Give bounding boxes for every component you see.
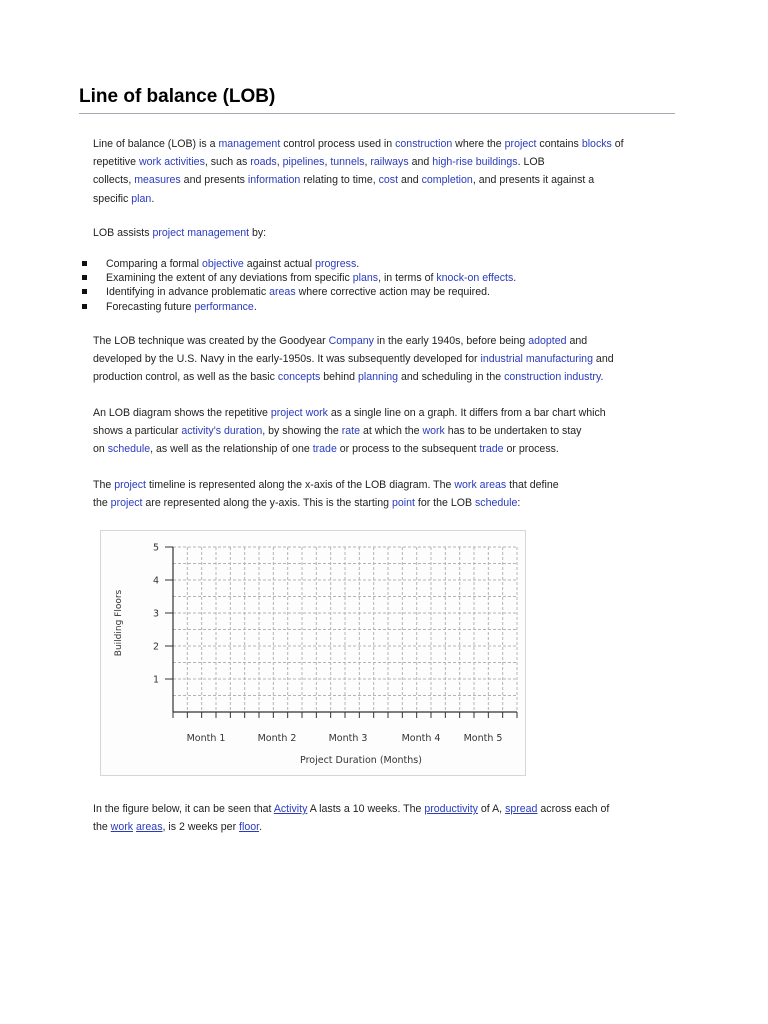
link-plan[interactable]: plan: [131, 192, 152, 205]
link-project-work[interactable]: project work: [270, 407, 328, 419]
link-trade[interactable]: trade: [479, 443, 504, 456]
y-tick-label: 4: [152, 575, 159, 587]
y-axis-label: Building Floors: [114, 589, 124, 657]
link-spread[interactable]: spread: [505, 803, 538, 815]
text-line: the work areas, is 2 weeks per floor.: [93, 821, 263, 834]
assists-paragraph: [93, 224, 683, 242]
y-tick-label: 3: [152, 608, 159, 620]
link-pipelines[interactable]: pipelines: [282, 156, 325, 169]
intro-paragraph: [93, 135, 683, 208]
link-construction-industry[interactable]: construction industry: [504, 371, 601, 384]
x-axis-label: Project Duration (Months): [300, 755, 422, 766]
link-cost[interactable]: cost: [378, 174, 399, 187]
link-project-management[interactable]: project management: [152, 227, 250, 239]
link-work-areas[interactable]: work areas: [454, 479, 507, 491]
chart-axes: [165, 547, 517, 718]
text-line: shows a particular activity's duration, by showing the rate at which the work has to be undertaken to stay: [93, 425, 582, 438]
y-tick-label: 2: [152, 641, 159, 653]
link-work[interactable]: work: [422, 425, 445, 438]
link-industrial-manufacturing[interactable]: industrial manufacturing: [480, 353, 593, 366]
link-roads[interactable]: roads: [250, 156, 277, 169]
text-line: developed by the U.S. Navy in the early-1950s. It was subsequently developed for industrial manufacturing and: [93, 353, 614, 366]
diagram-paragraph: [93, 404, 683, 459]
x-tick-labels: [187, 733, 503, 744]
bullet-icon: [82, 261, 87, 266]
x-tick-label: Month 4: [401, 733, 441, 744]
link-floor[interactable]: floor: [239, 821, 260, 834]
bullet-icon: [82, 275, 87, 280]
link-company[interactable]: Company: [328, 335, 374, 347]
text-line: The LOB technique was created by the Goodyear Company in the early 1940s, before being adopted and: [93, 335, 588, 347]
text-line: LOB assists project management by:: [93, 227, 267, 239]
link-schedule[interactable]: schedule: [475, 497, 518, 510]
bullet-icon: [82, 289, 87, 294]
link-work-activities[interactable]: work activities: [138, 156, 205, 169]
list-item: Identifying in advance problematic areas where corrective action may be required.: [80, 285, 516, 299]
text-line: specific plan.: [93, 192, 155, 205]
link-high-rise-buildings[interactable]: high-rise buildings: [432, 156, 518, 169]
link-areas[interactable]: areas: [136, 821, 163, 834]
link-activity[interactable]: Activity: [273, 803, 308, 815]
text-line: production control, as well as the basic concepts behind planning and scheduling in the construction industry.: [93, 371, 604, 384]
text-line: the project are represented along the y-axis. This is the starting point for the LOB schedule:: [93, 497, 521, 510]
y-tick-label: 5: [152, 542, 159, 554]
link-objective[interactable]: objective: [201, 258, 244, 270]
bullet-icon: [82, 304, 87, 309]
link-areas[interactable]: areas: [269, 286, 296, 299]
text-line: An LOB diagram shows the repetitive project work as a single line on a graph. It differs from a bar chart which: [93, 407, 606, 419]
x-tick-label: Month 3: [328, 733, 368, 744]
chart-grid: [173, 547, 517, 712]
assists-bullet-list: [80, 257, 516, 314]
text-line: on schedule, as well as the relationship of one trade or process to the subsequent trade or process.: [93, 443, 559, 456]
link-productivity[interactable]: productivity: [424, 803, 478, 815]
text-line: The project timeline is represented along the x-axis of the LOB diagram. The work areas that define: [93, 479, 559, 491]
link-performance[interactable]: performance: [194, 300, 254, 313]
link-information[interactable]: information: [247, 174, 301, 187]
x-tick-label: Month 2: [257, 733, 297, 744]
list-item: Examining the extent of any deviations from specific plans, in terms of knock-on effects.: [80, 271, 516, 285]
lob-chart: [101, 531, 525, 775]
link-concepts[interactable]: concepts: [277, 371, 321, 384]
link-progress[interactable]: progress: [315, 258, 357, 270]
link-construction[interactable]: construction: [395, 138, 453, 150]
text-line: collects, measures and presents information relating to time, cost and completion, and presents it against a: [93, 174, 595, 187]
link-work[interactable]: work: [110, 821, 134, 834]
link-blocks[interactable]: blocks: [581, 138, 612, 150]
link-activity-duration[interactable]: activity's duration: [181, 425, 263, 438]
link-project[interactable]: project: [114, 479, 146, 491]
text-line: In the figure below, it can be seen that Activity A lasts a 10 weeks. The productivity of A, spread across each of: [93, 803, 610, 815]
link-point[interactable]: point: [391, 497, 415, 510]
figure-paragraph: [93, 800, 683, 836]
link-completion[interactable]: completion: [421, 174, 473, 187]
y-tick-labels: [153, 543, 159, 686]
link-adopted[interactable]: adopted: [528, 335, 567, 347]
list-item: Forecasting future performance.: [80, 300, 516, 314]
title-divider: [79, 113, 675, 114]
link-project[interactable]: project: [504, 138, 537, 150]
x-tick-label: Month 5: [463, 733, 503, 744]
link-tunnels[interactable]: tunnels: [330, 156, 365, 169]
history-paragraph: [93, 332, 683, 387]
x-tick-label: Month 1: [186, 733, 226, 744]
y-tick-label: 1: [152, 674, 159, 686]
link-planning[interactable]: planning: [358, 371, 399, 384]
text-line: repetitive work activities, such as roads, pipelines, tunnels, railways and high-rise buildings. LOB: [93, 156, 545, 169]
link-trade[interactable]: trade: [312, 443, 337, 456]
text-line: Line of balance (LOB) is a management control process used in construction where the project contains blocks of: [93, 138, 624, 150]
list-item: Comparing a formal objective against actual progress.: [80, 257, 516, 271]
page-title: Line of balance (LOB): [79, 86, 276, 107]
link-schedule[interactable]: schedule: [107, 443, 151, 456]
link-plans[interactable]: plans: [352, 272, 379, 285]
link-management[interactable]: management: [218, 138, 281, 150]
link-knock-on-effects[interactable]: knock-on effects: [436, 272, 514, 285]
link-measures[interactable]: measures: [134, 174, 181, 187]
lob-figure: [100, 530, 526, 776]
link-project[interactable]: project: [110, 497, 143, 510]
link-rate[interactable]: rate: [341, 425, 361, 438]
timeline-paragraph: [93, 476, 683, 512]
link-railways[interactable]: railways: [370, 156, 409, 169]
